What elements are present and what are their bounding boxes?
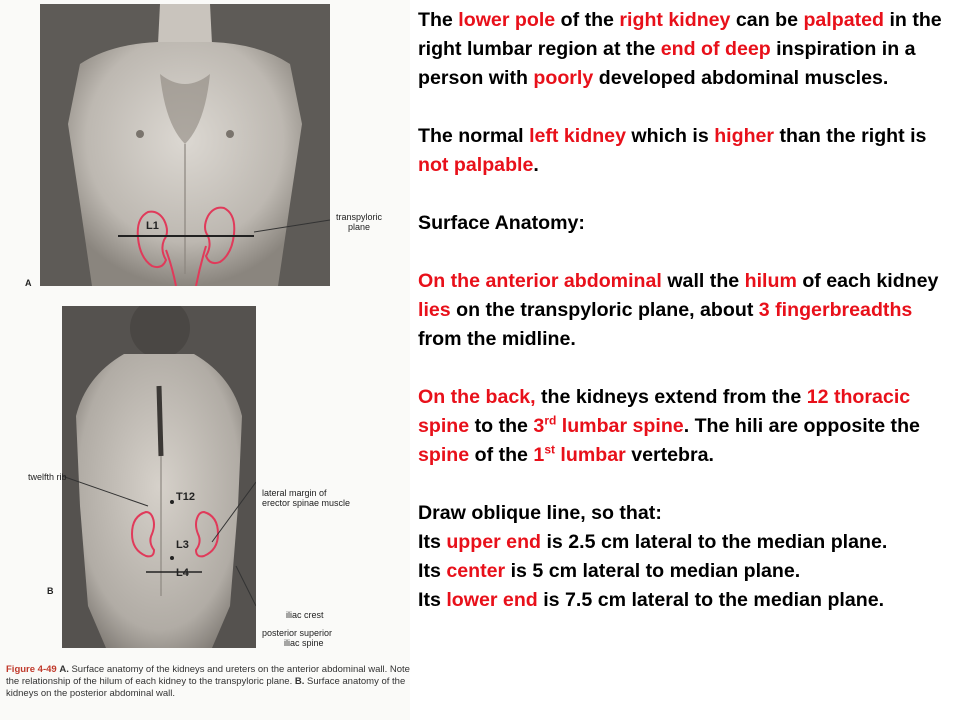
highlighted-text: palpated [803, 9, 885, 31]
panel-b-letter: B [47, 586, 54, 596]
t12-label: T12 [176, 491, 195, 503]
highlighted-text: 1 [533, 444, 545, 466]
highlighted-text: higher [714, 125, 775, 147]
text-run: the kidneys extend from the [535, 386, 807, 408]
text-run: can be [730, 9, 804, 31]
highlighted-text: lies [418, 299, 451, 321]
text-run: of the [469, 444, 534, 466]
text-run: of each kidney [796, 270, 939, 292]
figure-4-49 [0, 0, 410, 720]
l4-label: L4 [176, 567, 189, 579]
text-run: inspiration in a person with [418, 38, 916, 89]
text-run: . The hili are opposite the [683, 415, 920, 437]
anterior-torso-drawing [40, 4, 330, 286]
text-run: Its [418, 560, 447, 582]
highlighted-text: upper end [446, 531, 542, 553]
highlighted-text: On the anterior abdominal [418, 270, 662, 292]
erector-spinae-label: lateral margin of erector spinae muscle [262, 488, 351, 508]
caption-part-a-label: A. [59, 664, 69, 675]
text-run: The normal [418, 125, 530, 147]
text-run: Its [418, 589, 447, 611]
posterior-back-photo [62, 306, 256, 648]
surface-anatomy-heading: Surface Anatomy: [418, 212, 585, 234]
twelfth-rib-label: twelfth rib [28, 472, 67, 482]
paragraph-anterior-wall [418, 267, 956, 354]
paragraph-left-kidney [418, 122, 956, 180]
text-run: . [533, 154, 539, 176]
text-run: than the right is [774, 125, 927, 147]
highlighted-text: lumbar spine [556, 415, 684, 437]
caption-part-b-label: B. [294, 676, 305, 687]
notes-text [418, 6, 956, 615]
l3-label: L3 [176, 539, 189, 551]
highlighted-text: not palpable [418, 154, 534, 176]
posterior-back-drawing [62, 306, 256, 648]
caption-part-a-text: Surface anatomy of the kidneys and ureters on the anterior abdominal wall. Note the relationship of the hilum of each kidney to the transpyloric plane. [6, 664, 410, 687]
text-run: of the [555, 9, 620, 31]
highlighted-text: spine [418, 444, 470, 466]
highlighted-text: 3 fingerbreadths [758, 299, 913, 321]
oblique-line-heading: Draw oblique line, so that: [418, 502, 662, 524]
text-run: wall the [661, 270, 745, 292]
highlighted-text: st [544, 442, 555, 457]
highlighted-text: left kidney [529, 125, 626, 147]
highlighted-text: right kidney [619, 9, 731, 31]
iliac-crest-label: iliac crest [286, 610, 324, 620]
anterior-torso-photo [40, 4, 330, 286]
figure-number: Figure 4-49 [6, 664, 57, 675]
highlighted-text: lumbar [554, 444, 626, 466]
oblique-line-lower-end [418, 586, 956, 615]
highlighted-text: 12 thoracic spine [418, 386, 911, 437]
text-run: developed abdominal muscles. [593, 67, 889, 89]
highlighted-text: lower end [446, 589, 538, 611]
psis-label: posterior superior iliac spine [262, 628, 333, 648]
highlighted-text: rd [544, 413, 557, 428]
highlighted-text: lower pole [458, 9, 556, 31]
panel-a-letter: A [25, 278, 32, 288]
text-run: is 5 cm lateral to median plane. [505, 560, 801, 582]
text-run: in the right lumbar region at the [418, 9, 942, 60]
highlighted-text: center [446, 560, 506, 582]
highlighted-text: poorly [533, 67, 594, 89]
paragraph-back [418, 383, 956, 470]
transpyloric-plane-label: transpyloric plane [336, 212, 383, 232]
text-run: to the [469, 415, 534, 437]
l1-label: L1 [146, 220, 159, 232]
caption-part-b-text: Surface anatomy of the kidneys on the posterior abdominal wall. [6, 676, 406, 699]
text-run: from the midline. [418, 328, 576, 350]
text-run: which is [625, 125, 715, 147]
text-run: Its [418, 531, 447, 553]
text-run: is 2.5 cm lateral to the median plane. [541, 531, 888, 553]
highlighted-text: 3 [533, 415, 545, 437]
text-run: The [418, 9, 459, 31]
text-run: on the transpyloric plane, about [450, 299, 759, 321]
oblique-line-center [418, 557, 956, 586]
highlighted-text: On the back, [418, 386, 536, 408]
highlighted-text: end of deep [660, 38, 771, 60]
figure-caption [6, 664, 410, 700]
highlighted-text: hilum [744, 270, 797, 292]
text-run: is 7.5 cm lateral to the median plane. [537, 589, 885, 611]
paragraph-right-kidney [418, 6, 956, 93]
text-run: vertebra. [625, 444, 714, 466]
oblique-line-upper-end [418, 528, 956, 557]
